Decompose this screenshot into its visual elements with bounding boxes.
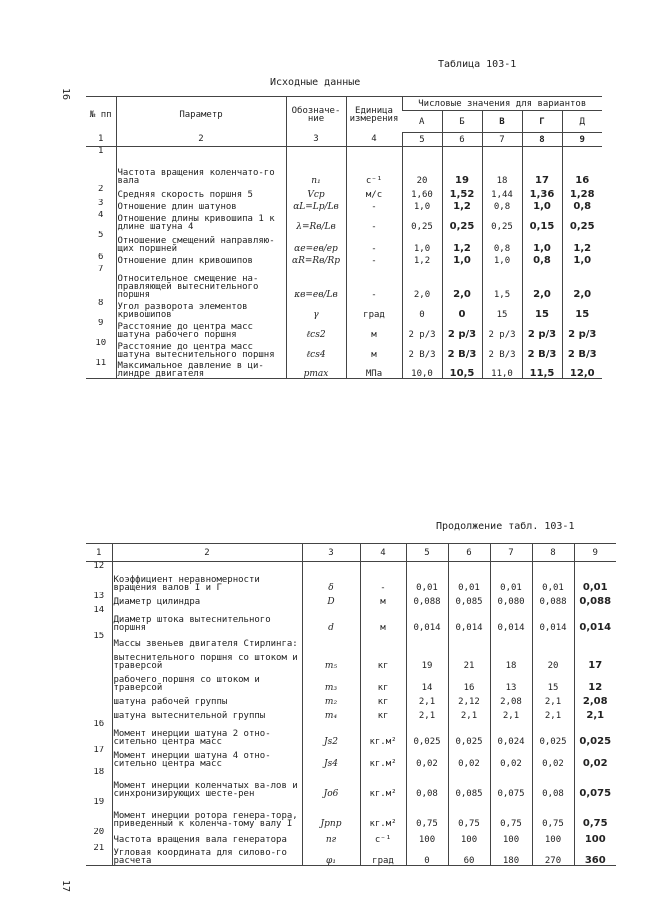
row-unit: м [346, 339, 402, 359]
table-row [86, 562, 616, 592]
row-symbol [302, 632, 360, 648]
row-number [86, 692, 112, 706]
header-param: Параметр [116, 97, 286, 133]
table2-colnum-row [86, 544, 616, 562]
row-value: 1,0 [402, 231, 442, 253]
colnum: 8 [532, 544, 574, 562]
row-value: 10,5 [442, 359, 482, 379]
row-symbol: κв=eв/Lв [286, 265, 346, 299]
row-number: 16 [93, 719, 105, 729]
row-value: 0,8 [482, 231, 522, 253]
table-row [86, 670, 616, 692]
table1-body [86, 147, 602, 379]
row-value: 0,01 [532, 562, 574, 592]
row-value: 0,080 [490, 592, 532, 606]
row-parameter: Угол разворота элементов кривошипов [116, 299, 286, 319]
row-value: 100 [406, 828, 448, 844]
row-symbol: nг [302, 828, 360, 844]
colnum: 9 [562, 133, 602, 147]
row-parameter: Относительное смещение на-правляющей вытеснительного поршня [116, 265, 286, 299]
row-parameter: Отношение смещений направляю-щих поршней [116, 231, 286, 253]
row-value [574, 632, 616, 648]
row-value: 2 р/3 [402, 319, 442, 339]
row-number: 5 [98, 230, 104, 240]
table-row [86, 299, 602, 319]
row-symbol: pmax [286, 359, 346, 379]
row-unit: - [346, 253, 402, 265]
row-unit: - [346, 199, 402, 211]
row-value: 1,60 [402, 185, 442, 199]
header-designation: Обозначе-ние [286, 97, 346, 133]
table-row [86, 720, 616, 746]
row-symbol: m₅ [302, 648, 360, 670]
row-value: 1,2 [442, 231, 482, 253]
row-value: 0,02 [574, 746, 616, 768]
row-number: 18 [93, 767, 105, 777]
table-row [86, 706, 616, 720]
row-unit: с⁻¹ [360, 828, 406, 844]
row-value: 17 [522, 147, 562, 185]
row-unit: м [360, 606, 406, 632]
row-number: 10 [95, 338, 107, 348]
row-parameter: Коэффициент неравномерности вращения валов I и Г [112, 562, 302, 592]
row-value [448, 632, 490, 648]
colnum: 1 [86, 133, 116, 147]
colnum: 5 [406, 544, 448, 562]
row-parameter: шатуна вытеснительной группы [112, 706, 302, 720]
row-value: 0,025 [532, 720, 574, 746]
row-unit [360, 632, 406, 648]
row-value: 0,014 [448, 606, 490, 632]
side-page-number-top: 16 [60, 88, 71, 101]
table-row [86, 692, 616, 706]
row-symbol: αR=Rв/Rр [286, 253, 346, 265]
table-continuation [86, 543, 616, 866]
variant-d: Д [562, 111, 602, 133]
row-number: 6 [98, 252, 104, 262]
row-value: 1,2 [442, 199, 482, 211]
row-unit: - [346, 211, 402, 231]
row-value: 0,02 [406, 746, 448, 768]
row-value: 16 [562, 147, 602, 185]
row-value: 13 [490, 670, 532, 692]
row-value: 0,75 [448, 798, 490, 828]
row-value: 0,75 [490, 798, 532, 828]
row-value: 1,0 [522, 199, 562, 211]
row-symbol: D [302, 592, 360, 606]
table-row [86, 828, 616, 844]
row-symbol: αL=Lр/Lв [286, 199, 346, 211]
variant-a: А [402, 111, 442, 133]
row-value: 360 [574, 844, 616, 866]
row-symbol: ℓcs2 [286, 319, 346, 339]
row-unit: град [346, 299, 402, 319]
row-value: 10,0 [402, 359, 442, 379]
row-value: 1,52 [442, 185, 482, 199]
row-value: 2 р/3 [442, 319, 482, 339]
row-value: 100 [490, 828, 532, 844]
row-value: 2 В/3 [442, 339, 482, 359]
row-number: 19 [93, 797, 105, 807]
colnum: 7 [490, 544, 532, 562]
row-value: 0,25 [402, 211, 442, 231]
row-value: 2,1 [490, 706, 532, 720]
row-symbol: Js4 [302, 746, 360, 768]
row-value: 2,08 [490, 692, 532, 706]
row-value: 15 [482, 299, 522, 319]
row-unit: - [346, 265, 402, 299]
table2-body [86, 562, 616, 866]
row-value: 1,5 [482, 265, 522, 299]
row-value: 180 [490, 844, 532, 866]
table-row [86, 606, 616, 632]
row-unit: град [360, 844, 406, 866]
row-value: 0,085 [448, 768, 490, 798]
row-number: 20 [93, 827, 105, 837]
header-unit: Единица измерения [346, 97, 402, 133]
row-number: 9 [98, 318, 104, 328]
row-value [490, 632, 532, 648]
row-unit: кг.м² [360, 798, 406, 828]
row-value: 1,36 [522, 185, 562, 199]
row-value: 0,025 [448, 720, 490, 746]
row-value [532, 632, 574, 648]
row-value: 0,75 [406, 798, 448, 828]
row-unit: кг [360, 692, 406, 706]
row-parameter: Диаметр цилиндра [112, 592, 302, 606]
row-value: 14 [406, 670, 448, 692]
table-row [86, 265, 602, 299]
row-parameter: Отношение длин шатунов [116, 199, 286, 211]
row-unit: м [360, 592, 406, 606]
row-value: 11,5 [522, 359, 562, 379]
row-value: 1,0 [482, 253, 522, 265]
variant-g: Г [522, 111, 562, 133]
table-row [86, 339, 602, 359]
row-number: 11 [95, 358, 107, 368]
row-value: 2,0 [402, 265, 442, 299]
row-value: 2,08 [574, 692, 616, 706]
table-row [86, 632, 616, 648]
row-value: 2 В/3 [522, 339, 562, 359]
colnum: 8 [522, 133, 562, 147]
table-row [86, 768, 616, 798]
continuation-caption: Продолжение табл. 103-1 [436, 521, 575, 532]
row-value: 2,0 [442, 265, 482, 299]
variant-v: В [482, 111, 522, 133]
row-value: 0,01 [406, 562, 448, 592]
colnum: 3 [302, 544, 360, 562]
row-value: 0,085 [448, 592, 490, 606]
row-number [86, 648, 112, 670]
row-symbol: γ [286, 299, 346, 319]
row-value: 1,0 [442, 253, 482, 265]
row-value: 0,01 [448, 562, 490, 592]
row-value: 20 [532, 648, 574, 670]
row-value: 16 [448, 670, 490, 692]
row-value: 11,0 [482, 359, 522, 379]
row-value: 1,2 [402, 253, 442, 265]
row-number: 4 [98, 210, 104, 220]
row-symbol: Js2 [302, 720, 360, 746]
row-value: 100 [532, 828, 574, 844]
row-number [86, 670, 112, 692]
table-row [86, 185, 602, 199]
row-parameter: Диаметр штока вытеснительного поршня [112, 606, 302, 632]
row-value: 0,088 [574, 592, 616, 606]
table-row [86, 319, 602, 339]
colnum: 1 [86, 544, 112, 562]
row-number: 2 [98, 184, 104, 194]
colnum: 6 [442, 133, 482, 147]
row-symbol: δ [302, 562, 360, 592]
row-value: 1,0 [522, 231, 562, 253]
row-parameter: Момент инерции шатуна 2 отно-сительно центра масс [112, 720, 302, 746]
row-number: 8 [98, 298, 104, 308]
row-value: 0,014 [532, 606, 574, 632]
row-value: 1,0 [562, 253, 602, 265]
row-unit: кг [360, 706, 406, 720]
row-value: 2,1 [532, 706, 574, 720]
row-number: 14 [93, 605, 105, 615]
header-values-group: Числовые значения для вариантов [402, 97, 602, 111]
row-value: 2,0 [562, 265, 602, 299]
row-value: 0,024 [490, 720, 532, 746]
row-value: 0,02 [448, 746, 490, 768]
row-value: 0 [406, 844, 448, 866]
row-symbol: λ=Rв/Lв [286, 211, 346, 231]
row-value: 12,0 [562, 359, 602, 379]
row-parameter: Момент инерции шатуна 4 отно-сительно центра масс [112, 746, 302, 768]
table-initial-data [86, 96, 602, 379]
row-value: 0,025 [574, 720, 616, 746]
row-value: 0,014 [490, 606, 532, 632]
row-parameter: Отношение длин кривошипов [116, 253, 286, 265]
row-value: 0,8 [522, 253, 562, 265]
row-value: 2 В/3 [562, 339, 602, 359]
row-value: 18 [482, 147, 522, 185]
row-unit: с⁻¹ [346, 147, 402, 185]
row-value: 270 [532, 844, 574, 866]
row-value: 2,1 [406, 706, 448, 720]
row-parameter: Средняя скорость поршня 5 [116, 185, 286, 199]
colnum: 4 [360, 544, 406, 562]
row-parameter: Отношение длины кривошипа 1 к длине шатуна 4 [116, 211, 286, 231]
table-row [86, 231, 602, 253]
row-symbol: n₁ [286, 147, 346, 185]
row-number: 13 [93, 591, 105, 601]
row-symbol: m₂ [302, 692, 360, 706]
row-number: 12 [93, 561, 105, 571]
row-symbol: Vср [286, 185, 346, 199]
row-value: 20 [402, 147, 442, 185]
row-parameter: вытеснительного поршня со штоком и траверсой [112, 648, 302, 670]
row-unit: м/с [346, 185, 402, 199]
row-value: 0,8 [482, 199, 522, 211]
row-symbol: αe=eв/eр [286, 231, 346, 253]
row-value: 2 р/3 [562, 319, 602, 339]
table1-colnum-row [86, 133, 602, 147]
table-row [86, 147, 602, 185]
table-row [86, 199, 602, 211]
row-value: 1,44 [482, 185, 522, 199]
table-row [86, 798, 616, 828]
table-caption: Таблица 103-1 [438, 59, 517, 70]
row-value: 21 [448, 648, 490, 670]
table1-header-row [86, 97, 602, 111]
row-value: 15 [522, 299, 562, 319]
row-parameter: рабочего поршня со штоком и траверсой [112, 670, 302, 692]
row-symbol: d [302, 606, 360, 632]
row-value: 12 [574, 670, 616, 692]
row-parameter: Частота вращения вала генератора [112, 828, 302, 844]
row-symbol: Jo6 [302, 768, 360, 798]
row-number: 17 [93, 745, 105, 755]
row-value: 0,08 [406, 768, 448, 798]
row-value: 0,08 [532, 768, 574, 798]
row-value: 15 [562, 299, 602, 319]
row-value: 0,014 [574, 606, 616, 632]
row-parameter: Расстояние до центра масс шатуна рабочего поршня [116, 319, 286, 339]
row-value: 0,25 [482, 211, 522, 231]
row-number: 21 [93, 843, 105, 853]
row-value: 19 [406, 648, 448, 670]
colnum: 3 [286, 133, 346, 147]
page-title: Исходные данные [270, 77, 361, 88]
row-value: 0,02 [532, 746, 574, 768]
table-row [86, 211, 602, 231]
header-num: № пп [89, 109, 112, 120]
row-value: 0 [402, 299, 442, 319]
row-symbol: ℓcs4 [286, 339, 346, 359]
row-parameter: Угловая координата для силово-го расчета [112, 844, 302, 866]
row-value: 0,25 [442, 211, 482, 231]
row-value: 2,1 [406, 692, 448, 706]
row-value: 0,025 [406, 720, 448, 746]
row-unit: кг.м² [360, 746, 406, 768]
table-row [86, 253, 602, 265]
row-unit: кг.м² [360, 720, 406, 746]
row-value: 0,8 [562, 199, 602, 211]
row-value: 2 р/3 [482, 319, 522, 339]
row-parameter: шатуна рабочей группы [112, 692, 302, 706]
row-value: 100 [448, 828, 490, 844]
row-symbol: Jрпр [302, 798, 360, 828]
row-value: 0,088 [532, 592, 574, 606]
table-row [86, 592, 616, 606]
row-unit: - [346, 231, 402, 253]
row-value: 1,0 [402, 199, 442, 211]
row-value: 0,075 [574, 768, 616, 798]
row-value: 0 [442, 299, 482, 319]
row-value: 19 [442, 147, 482, 185]
row-value: 2,1 [532, 692, 574, 706]
colnum: 6 [448, 544, 490, 562]
colnum: 4 [346, 133, 402, 147]
row-unit: кг [360, 670, 406, 692]
row-value: 15 [532, 670, 574, 692]
row-parameter: Момент инерции ротора генера-тора, приведенный к коленча-тому валу I [112, 798, 302, 828]
colnum: 2 [112, 544, 302, 562]
row-parameter: Максимальное давление в ци-линдре двигателя [116, 359, 286, 379]
row-unit: МПа [346, 359, 402, 379]
table-row [86, 359, 602, 379]
side-page-number-bottom: 17 [60, 880, 71, 893]
row-value: 2,12 [448, 692, 490, 706]
colnum: 5 [402, 133, 442, 147]
table-row [86, 648, 616, 670]
row-unit: кг [360, 648, 406, 670]
row-symbol: φ₁ [302, 844, 360, 866]
row-value: 2,1 [574, 706, 616, 720]
row-value: 60 [448, 844, 490, 866]
row-value: 0,075 [490, 768, 532, 798]
row-parameter: Момент инерции коленчатых ва-лов и синхронизирующих шесте-рен [112, 768, 302, 798]
row-value: 0,014 [406, 606, 448, 632]
row-value: 0,75 [574, 798, 616, 828]
row-parameter: Частота вращения коленчато-го вала [116, 147, 286, 185]
variant-b: Б [442, 111, 482, 133]
row-value: 2,1 [448, 706, 490, 720]
row-parameter: Массы звеньев двигателя Стирлинга: [112, 632, 302, 648]
row-value: 2 В/3 [402, 339, 442, 359]
row-value: 0,25 [562, 211, 602, 231]
row-value: 100 [574, 828, 616, 844]
row-number: 7 [98, 264, 104, 274]
row-value: 2 В/3 [482, 339, 522, 359]
row-number: 1 [98, 146, 104, 156]
row-number [86, 706, 112, 720]
row-value: 0,01 [574, 562, 616, 592]
row-symbol: m₃ [302, 670, 360, 692]
table-row [86, 746, 616, 768]
row-value: 0,088 [406, 592, 448, 606]
row-value: 1,2 [562, 231, 602, 253]
row-value: 17 [574, 648, 616, 670]
row-symbol: m₄ [302, 706, 360, 720]
row-value: 2,0 [522, 265, 562, 299]
row-value: 18 [490, 648, 532, 670]
row-unit: - [360, 562, 406, 592]
row-number: 15 [93, 631, 105, 641]
row-value: 2 р/3 [522, 319, 562, 339]
row-value: 0,02 [490, 746, 532, 768]
row-parameter: Расстояние до центра масс шатуна вытеснительного поршня [116, 339, 286, 359]
row-unit: м [346, 319, 402, 339]
colnum: 7 [482, 133, 522, 147]
row-value: 0,15 [522, 211, 562, 231]
table-row [86, 844, 616, 866]
row-number: 3 [98, 198, 104, 208]
row-value: 0,01 [490, 562, 532, 592]
colnum: 2 [116, 133, 286, 147]
colnum: 9 [574, 544, 616, 562]
row-unit: кг.м² [360, 768, 406, 798]
row-value: 0,75 [532, 798, 574, 828]
row-value [406, 632, 448, 648]
row-value: 1,28 [562, 185, 602, 199]
